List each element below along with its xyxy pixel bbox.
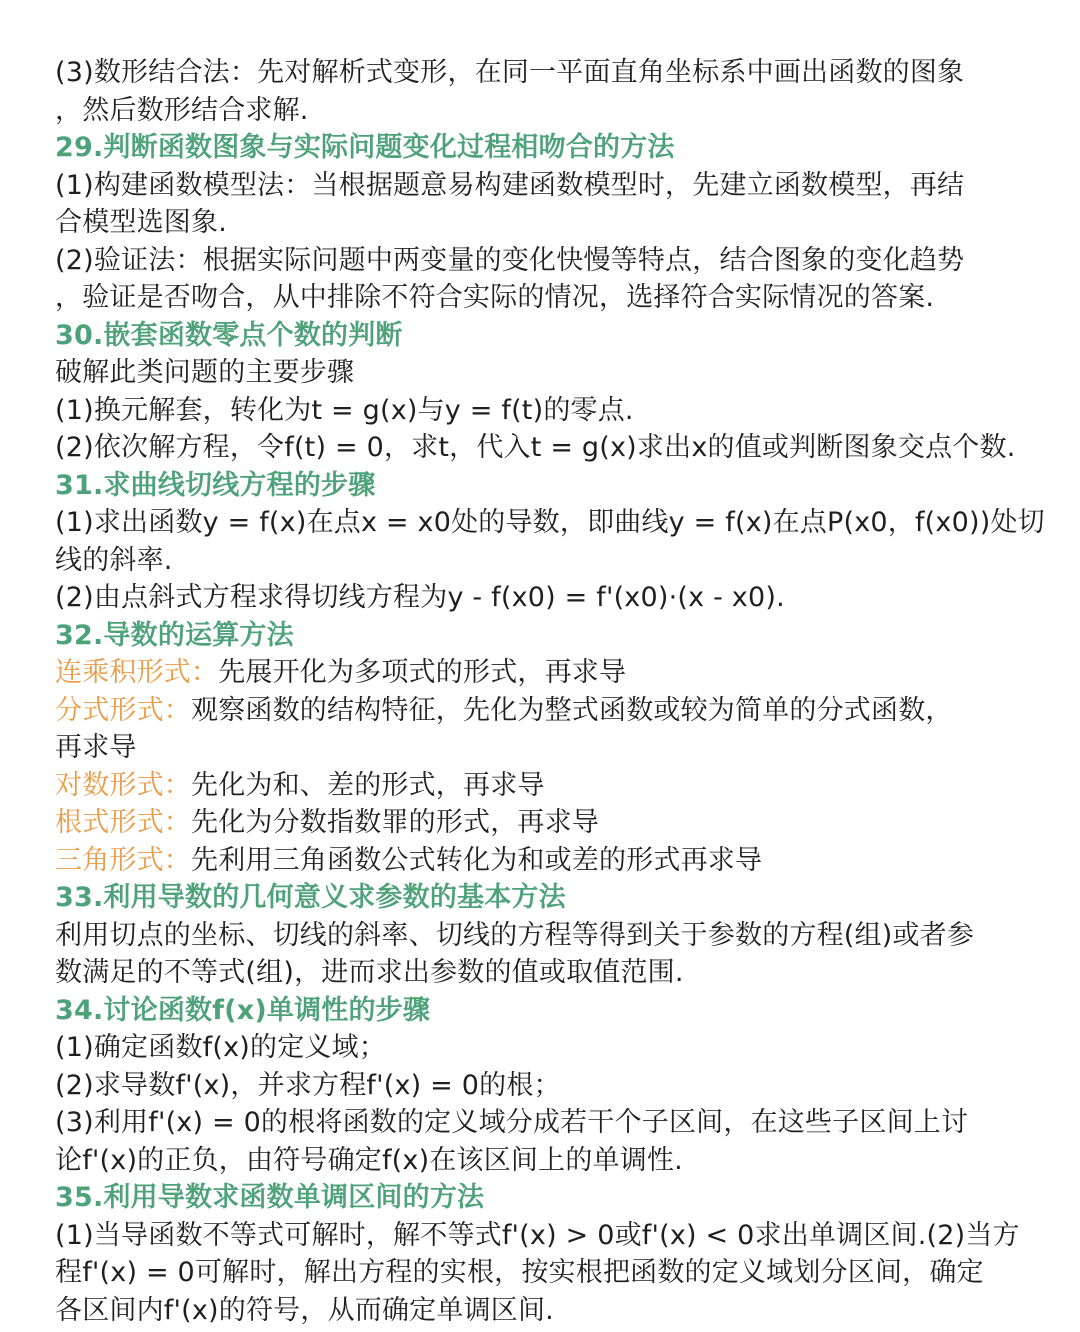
body-line: 合模型选图象.: [55, 207, 227, 238]
body-line: 利用切点的坐标、切线的斜率、切线的方程等得到关于参数的方程(组)或者参: [55, 919, 975, 951]
body-line: (1)换元解套，转化为t = g(x)与y = f(t)的零点.: [55, 394, 634, 426]
section-heading-33: 33.利用导数的几何意义求参数的基本方法: [55, 882, 566, 913]
section-heading-31: 31.求曲线切线方程的步骤: [55, 469, 376, 501]
body-line: (3)数形结合法：先对解析式变形，在同一平面直角坐标系中画出函数的图象: [55, 57, 965, 88]
method-term-label: 分式形式：: [55, 694, 191, 726]
body-line: 论f'(x)的正负，由符号确定f(x)在该区间上的单调性.: [55, 1144, 683, 1176]
body-line: (2)依次解方程，令f(t) = 0，求t，代入t = g(x)求出x的值或判断图象交点个数.: [55, 432, 1016, 463]
method-line-radical: [55, 804, 1040, 842]
section-heading-34: 34.讨论函数f(x)单调性的步骤: [55, 994, 431, 1026]
method-description: 先利用三角函数公式转化为和或差的形式再求导: [191, 844, 763, 876]
section-heading-35: 35.利用导数求函数单调区间的方法: [55, 1182, 485, 1213]
method-term-label: 根式形式：: [55, 807, 191, 838]
method-line-log: [55, 767, 1040, 805]
method-description: 观察函数的结构特征，先化为整式函数或较为简单的分式函数，: [191, 694, 953, 726]
method-line-product: [55, 654, 1040, 692]
method-description: 先展开化为多项式的形式，再求导: [218, 657, 627, 688]
method-line-trig: [55, 842, 1040, 880]
body-line: ，然后数形结合求解.: [55, 94, 309, 126]
body-line: 数满足的不等式(组)，进而求出参数的值或取值范围.: [55, 957, 684, 988]
section-heading-32: 32.导数的运算方法: [55, 619, 294, 651]
section-heading-29: 29.判断函数图象与实际问题变化过程相吻合的方法: [55, 132, 675, 163]
body-line: (1)确定函数f(x)的定义域；: [55, 1032, 386, 1063]
body-line: 程f'(x) = 0可解时，解出方程的实根，按实根把函数的定义域划分区间，确定: [55, 1257, 984, 1288]
method-term-label: 对数形式：: [55, 769, 191, 801]
body-line: 各区间内f'(x)的符号，从而确定单调区间.: [55, 1294, 554, 1326]
body-line: 破解此类问题的主要步骤: [55, 357, 355, 388]
body-line: (1)求出函数y = f(x)在点x = x0处的导数，即曲线y = f(x)在点P(x0，f(x0))处切: [55, 507, 1045, 538]
body-line: (2)由点斜式方程求得切线方程为y - f(x0) = f'(x0)·(x - x0).: [55, 582, 785, 613]
body-line: (3)利用f'(x) = 0的根将函数的定义域分成若干个子区间，在这些子区间上讨: [55, 1107, 969, 1138]
method-term-label: 连乘积形式：: [55, 657, 219, 688]
body-line: (1)构建函数模型法：当根据题意易构建函数模型时，先建立函数模型，再结: [55, 169, 965, 201]
method-term-label: 三角形式：: [55, 844, 191, 876]
method-description: 先化为和、差的形式，再求导: [191, 769, 545, 801]
body-line: 再求导: [55, 732, 137, 763]
method-line-fraction: [55, 692, 1040, 730]
body-line: 线的斜率.: [55, 544, 173, 576]
body-line: (1)当导函数不等式可解时，解不等式f'(x) > 0或f'(x) < 0求出单调区间.(2)当方: [55, 1219, 1020, 1251]
body-line: (2)验证法：根据实际问题中两变量的变化快慢等特点，结合图象的变化趋势: [55, 244, 965, 276]
body-line: ，验证是否吻合，从中排除不符合实际的情况，选择符合实际情况的答案.: [55, 282, 935, 313]
section-heading-30: 30.嵌套函数零点个数的判断: [55, 319, 403, 351]
body-line: (2)求导数f'(x)，并求方程f'(x) = 0的根；: [55, 1069, 561, 1101]
method-description: 先化为分数指数罪的形式，再求导: [191, 807, 599, 838]
